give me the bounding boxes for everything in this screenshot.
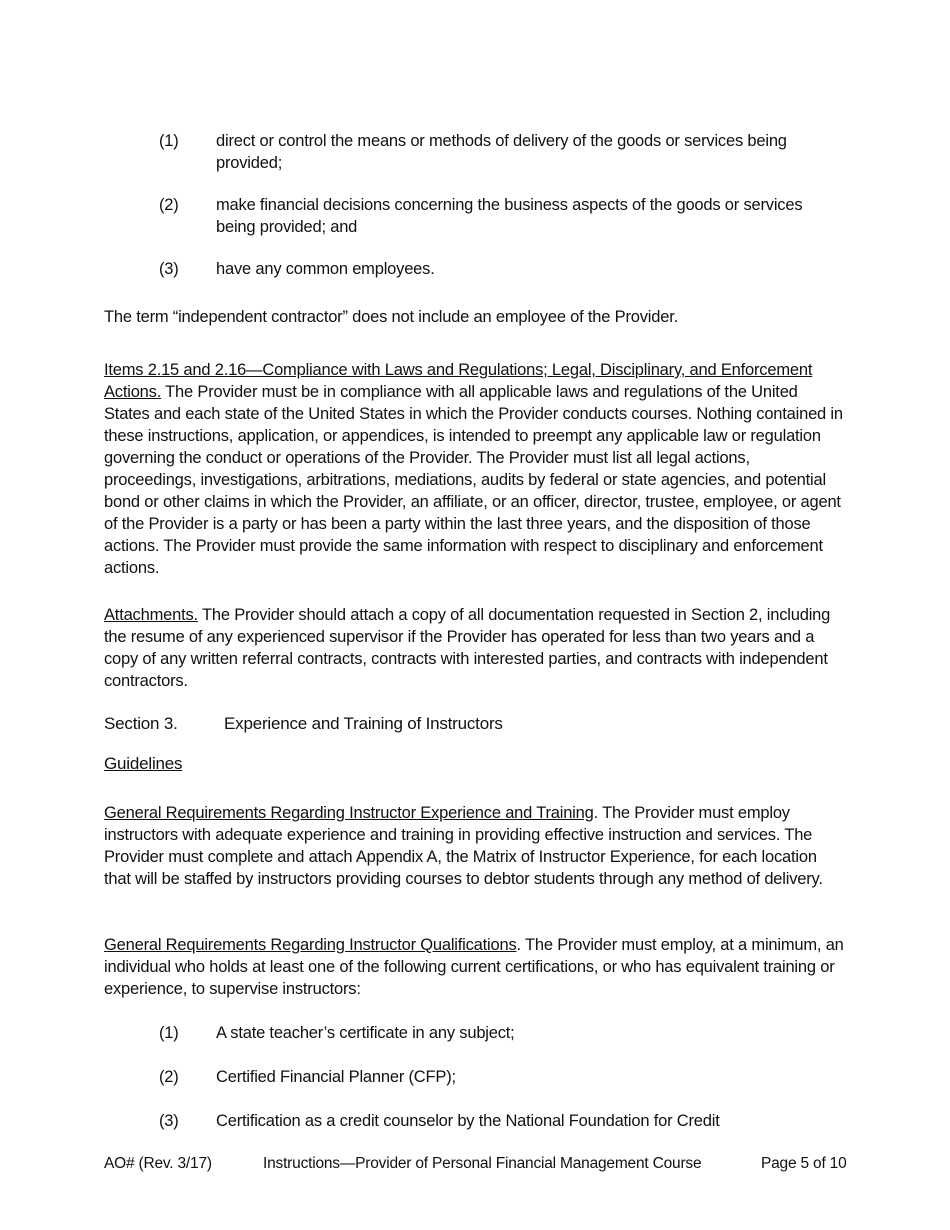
list-item-text: Certification as a credit counselor by the National Foundation for Credit bbox=[216, 1112, 720, 1130]
attachments-heading: Attachments. bbox=[104, 606, 198, 624]
guidelines-heading: Guidelines bbox=[104, 754, 183, 773]
list-item-number: (2) bbox=[159, 196, 179, 214]
list-item-text: A state teacher’s certificate in any subject; bbox=[216, 1024, 515, 1042]
qualifications-paragraph bbox=[104, 934, 844, 1000]
section-title: Experience and Training of Instructors bbox=[224, 714, 503, 733]
attachments-paragraph bbox=[104, 604, 844, 692]
compliance-paragraph bbox=[104, 359, 844, 579]
list-item-text: have any common employees. bbox=[216, 260, 435, 278]
list-item-number: (3) bbox=[159, 260, 179, 278]
list-item-text: make financial decisions concerning the business aspects of the goods or services being provided; and bbox=[216, 196, 803, 236]
attachments-body: The Provider should attach a copy of all documentation requested in Section 2, including the resume of any experienced supervisor if the Provider has operated for less than two years and a copy of any written referral contracts, contracts with interested parties, and contracts with independent contractors. bbox=[104, 606, 831, 690]
compliance-body: The Provider must be in compliance with all applicable laws and regulations of the United States and each state of the United States in which the Provider conducts courses. Nothing contained in these instructions, application, or appendices, is intended to preempt any applicable law or regulation governing the conduct or operations of the Provider. The Provider must list all legal actions, proceedings, investigations, arbitrations, mediations, audits by federal or state agencies, and potential bond or other claims in which the Provider, an affiliate, or an officer, director, trustee, employee, or agent of the Provider is a party or has been a party within the last three years, and the disposition of those actions. The Provider must provide the same information with respect to disciplinary and enforcement actions. bbox=[104, 383, 843, 577]
experience-body: . The Provider must employ instructors with adequate experience and training in providing effective instruction and services. The Provider must complete and attach Appendix A, the Matrix of Instructor Experience, for each location that will be staffed by instructors providing courses to debtor students through any method of delivery. bbox=[104, 804, 823, 888]
section-heading bbox=[104, 713, 503, 735]
list-item-text: direct or control the means or methods of delivery of the goods or services being provided; bbox=[216, 132, 787, 172]
qualifications-heading: General Requirements Regarding Instructor Qualifications bbox=[104, 936, 517, 954]
list-item-number: (1) bbox=[159, 132, 179, 150]
footer-form-number: AO# (Rev. 3/17) bbox=[104, 1155, 212, 1172]
independent-contractor-note: The term “independent contractor” does not include an employee of the Provider. bbox=[104, 308, 678, 326]
qualifications-body: . The Provider must employ, at a minimum, an individual who holds at least one of the following current certifications, or who has equivalent training or experience, to supervise instructors: bbox=[104, 936, 844, 998]
list-item-number: (3) bbox=[159, 1112, 179, 1130]
compliance-heading: Items 2.15 and 2.16—Compliance with Laws and Regulations; Legal, Disciplinary, and Enforcement Actions. bbox=[104, 361, 813, 401]
list-item-number: (2) bbox=[159, 1068, 179, 1086]
list-item-number: (1) bbox=[159, 1024, 179, 1042]
experience-paragraph bbox=[104, 802, 844, 890]
footer-title: Instructions—Provider of Personal Financial Management Course bbox=[263, 1155, 702, 1172]
section-label: Section 3. bbox=[104, 714, 178, 733]
footer-page-number: Page 5 of 10 bbox=[761, 1155, 847, 1172]
experience-heading: General Requirements Regarding Instructor Experience and Training bbox=[104, 804, 594, 822]
list-item-text: Certified Financial Planner (CFP); bbox=[216, 1068, 456, 1086]
